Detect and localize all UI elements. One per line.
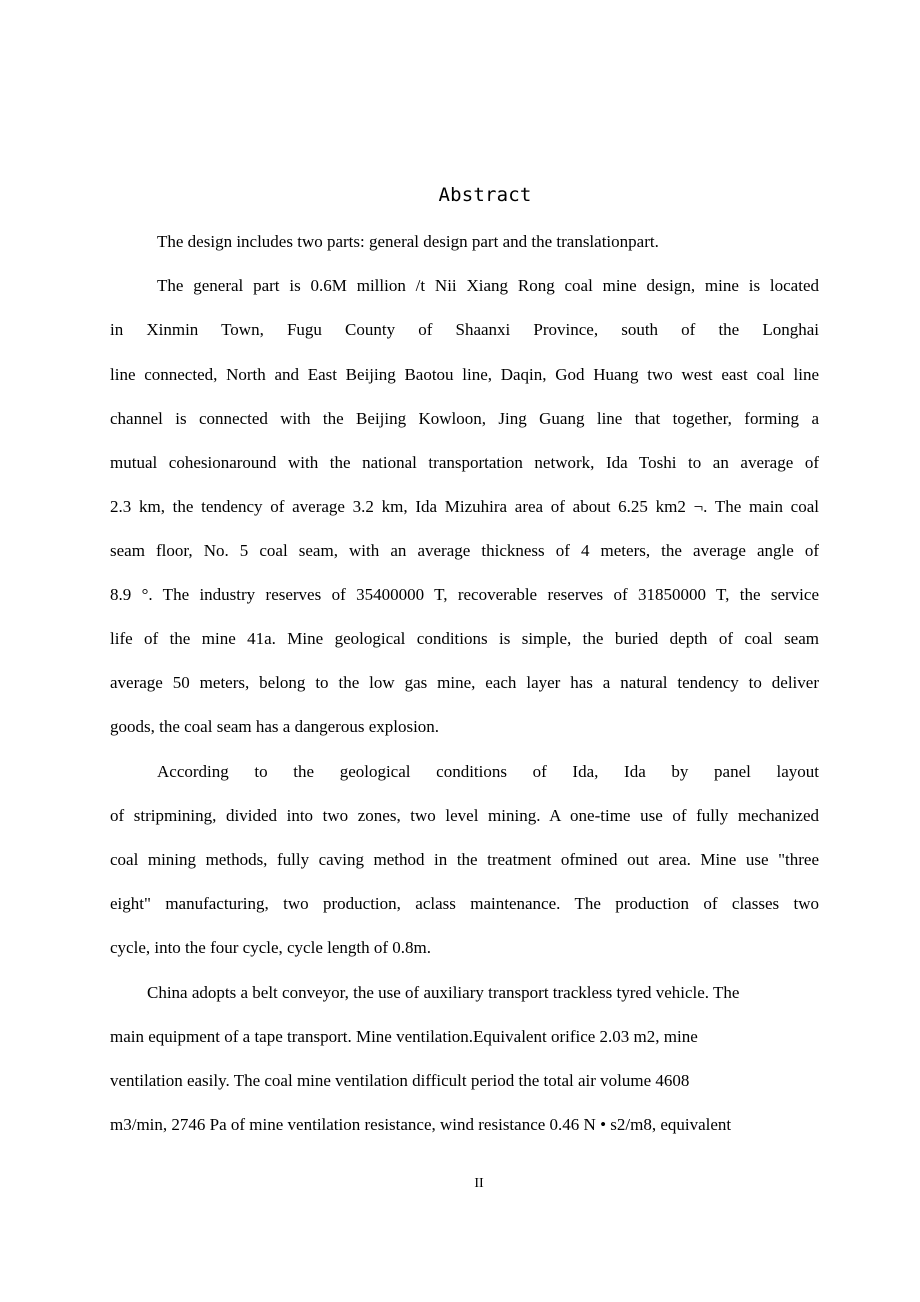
text-line-13: According to the geological conditions of Ida, Ida by panel layout <box>157 762 819 781</box>
text-line-18: China adopts a belt conveyor, the use of auxiliary transport trackless tyred vehicle. The <box>147 983 740 1002</box>
text-line-3: in Xinmin Town, Fugu County of Shaanxi Province, south of the Longhai <box>110 320 819 339</box>
abstract-title: Abstract <box>438 184 532 206</box>
text-line-2: The general part is 0.6M million /t Nii Xiang Rong coal mine design, mine is located <box>157 276 819 295</box>
text-line-5: channel is connected with the Beijing Kowloon, Jing Guang line that together, forming a <box>110 409 819 428</box>
page-number: II <box>474 1176 484 1191</box>
text-line-20: ventilation easily. The coal mine ventilation difficult period the total air volume 4608 <box>110 1071 690 1090</box>
text-line-7: 2.3 km, the tendency of average 3.2 km, Ida Mizuhira area of about 6.25 km2 ¬. The main coal <box>110 497 819 516</box>
text-line-1: The design includes two parts: general design part and the translationpart. <box>157 232 659 251</box>
text-line-17: cycle, into the four cycle, cycle length of 0.8m. <box>110 938 431 957</box>
text-line-12: goods, the coal seam has a dangerous explosion. <box>110 717 440 736</box>
text-line-14: of stripmining, divided into two zones, two level mining. A one-time use of fully mechanized <box>110 806 819 825</box>
text-line-21: m3/min, 2746 Pa of mine ventilation resistance, wind resistance 0.46 N • s2/m8, equivalent <box>110 1115 732 1134</box>
text-line-9: 8.9 °. The industry reserves of 35400000 T, recoverable reserves of 31850000 T, the service <box>110 585 819 604</box>
text-line-16: eight" manufacturing, two production, aclass maintenance. The production of classes two <box>110 894 819 913</box>
text-line-19: main equipment of a tape transport. Mine ventilation.Equivalent orifice 2.03 m2, mine <box>110 1027 698 1046</box>
text-line-8: seam floor, No. 5 coal seam, with an average thickness of 4 meters, the average angle of <box>110 541 819 560</box>
text-line-11: average 50 meters, belong to the low gas mine, each layer has a natural tendency to deliver <box>110 673 819 692</box>
text-line-6: mutual cohesionaround with the national transportation network, Ida Toshi to an average of <box>110 453 819 472</box>
text-line-10: life of the mine 41a. Mine geological conditions is simple, the buried depth of coal seam <box>110 629 819 648</box>
text-line-15: coal mining methods, fully caving method in the treatment ofmined out area. Mine use "three <box>110 850 819 869</box>
text-line-4: line connected, North and East Beijing Baotou line, Daqin, God Huang two west east coal line <box>110 365 819 384</box>
